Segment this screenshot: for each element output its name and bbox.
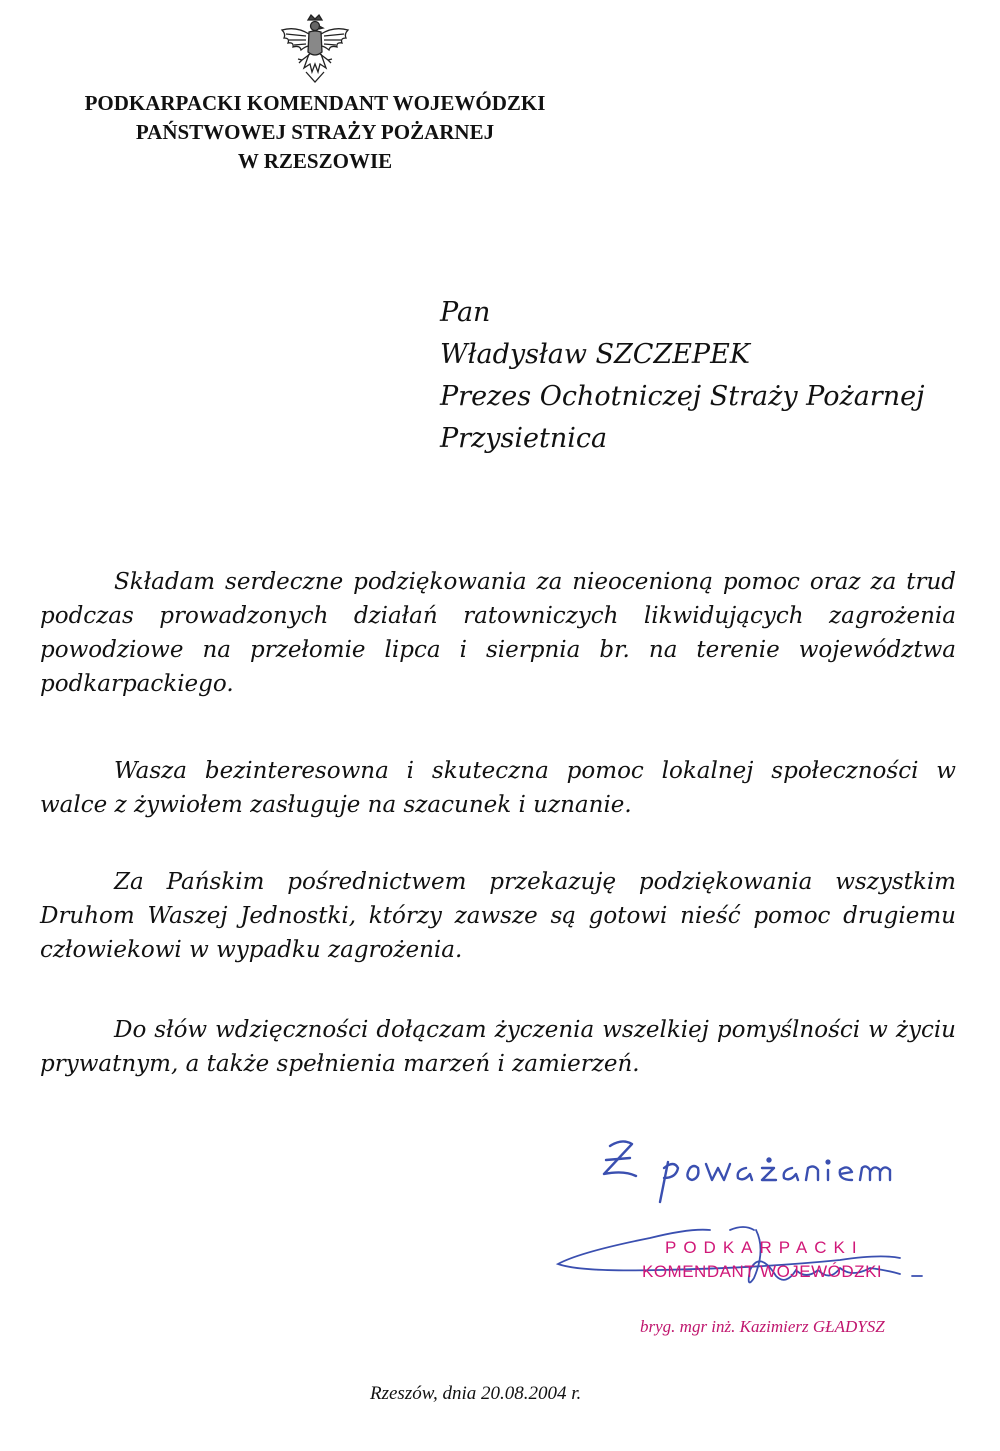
place-date: Rzeszów, dnia 20.08.2004 r. (370, 1383, 582, 1404)
body-paragraph-2: Wasza bezinteresowna i skuteczna pomoc lokalnej społeczności w walce z żywiołem zasługuje na szacunek i uznanie. (40, 758, 956, 818)
stamp-line-1: PODKARPACKI (665, 1238, 864, 1257)
addressee-block (440, 292, 924, 460)
letterhead (0, 89, 630, 176)
signer-name: bryg. mgr inż. Kazimierz GŁADYSZ (640, 1317, 885, 1336)
letterhead-line-1: PODKARPACKI KOMENDANT WOJEWÓDZKI (84, 91, 546, 115)
handwritten-closing (540, 1130, 960, 1320)
addressee-name: Władysław SZCZEPEK (440, 339, 750, 370)
addressee-place: Przysietnica (440, 423, 608, 454)
letterhead-line-3: W RZESZOWIE (237, 149, 393, 173)
stamp-line-2: KOMENDANT WOJEWÓDZKI (642, 1262, 883, 1281)
body-paragraph-3: Za Pańskim pośrednictwem przekazuję podziękowania wszystkim Druhom Waszej Jednostki, którzy zawsze są gotowi nieść pomoc drugiemu człowiekowi w wypadku zagrożenia. (40, 869, 956, 963)
letterhead-line-2: PAŃSTWOWEJ STRAŻY POŻARNEJ (135, 120, 495, 144)
polish-eagle-icon (276, 12, 354, 86)
addressee-title: Prezes Ochotniczej Straży Pożarnej (440, 381, 925, 412)
body-paragraph-4: Do słów wdzięczności dołączam życzenia wszelkiej pomyślności w życiu prywatnym, a także spełnienia marzeń i zamierzeń. (40, 1017, 956, 1077)
addressee-salutation: Pan (440, 297, 491, 328)
signature-area (540, 1130, 960, 1320)
body-paragraph-1: Składam serdeczne podziękowania za nieocenioną pomoc oraz za trud podczas prowadzonych działań ratowniczych likwidujących zagrożenia powodziowe na przełomie lipca i sierpnia br. na terenie województwa podkarpackiego. (40, 569, 956, 697)
